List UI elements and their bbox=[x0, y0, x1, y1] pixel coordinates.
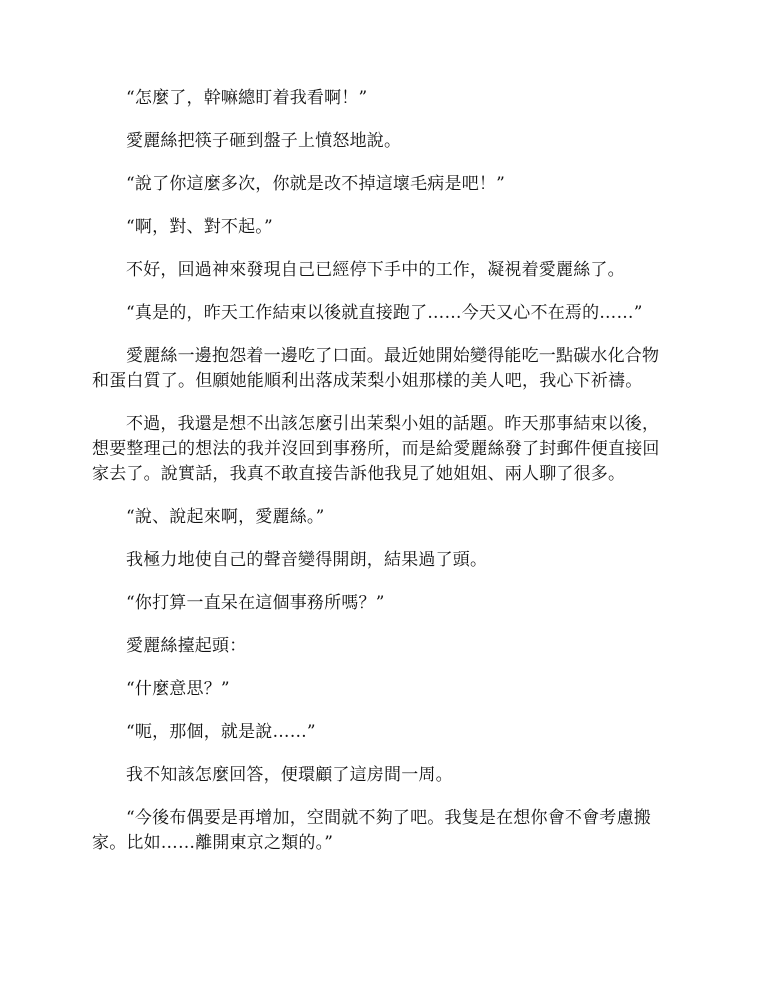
paragraph: 不好，回過神來發現自己已經停下手中的工作，凝視着愛麗絲了。 bbox=[126, 260, 625, 280]
paragraph: “怎麼了，幹嘛總盯着我看啊！” bbox=[126, 88, 368, 108]
paragraph: “真是的，昨天工作結束以後就直接跑了……今天又心不在焉的……” bbox=[126, 303, 643, 323]
paragraph: 不過，我還是想不出該怎麼引出茉梨小姐的話題。昨天那事結束以後，想要整理己的想法的我并沒回到事務所，而是給愛麗絲發了封郵件便直接回家去了。說實話，我真不敢直接告訴他我見了她姐姐、兩人聊了很多。 bbox=[92, 414, 660, 484]
paragraph: 愛麗絲一邊抱怨着一邊吃了口面。最近她開始變得能吃一點碳水化合物和蛋白質了。但願她能順利出落成茉梨小姐那樣的美人吧，我心下祈禱。 bbox=[92, 346, 660, 391]
paragraph: 愛麗絲把筷子砸到盤子上憤怒地說。 bbox=[126, 131, 402, 151]
paragraph: “啊，對、對不起。” bbox=[126, 217, 273, 237]
paragraph: 愛麗絲擡起頭： bbox=[126, 636, 247, 656]
document-page bbox=[92, 86, 670, 874]
paragraph: “什麼意思？” bbox=[126, 679, 230, 699]
paragraph: “說了你這麼多次，你就是改不掉這壞毛病是吧！” bbox=[126, 174, 505, 194]
paragraph: “今後布偶要是再增加，空間就不夠了吧。我隻是在想你會不會考慮搬家。比如……離開東京之類的。” bbox=[92, 808, 651, 853]
paragraph: “你打算一直呆在這個事務所嗎？” bbox=[126, 593, 385, 613]
paragraph: “說、說起來啊，愛麗絲。” bbox=[126, 507, 325, 527]
paragraph: 我不知該怎麼回答，便環顧了這房間一周。 bbox=[126, 765, 453, 785]
paragraph: 我極力地使自己的聲音變得開朗，結果過了頭。 bbox=[126, 550, 488, 570]
paragraph: “呃，那個，就是說……” bbox=[126, 722, 316, 742]
